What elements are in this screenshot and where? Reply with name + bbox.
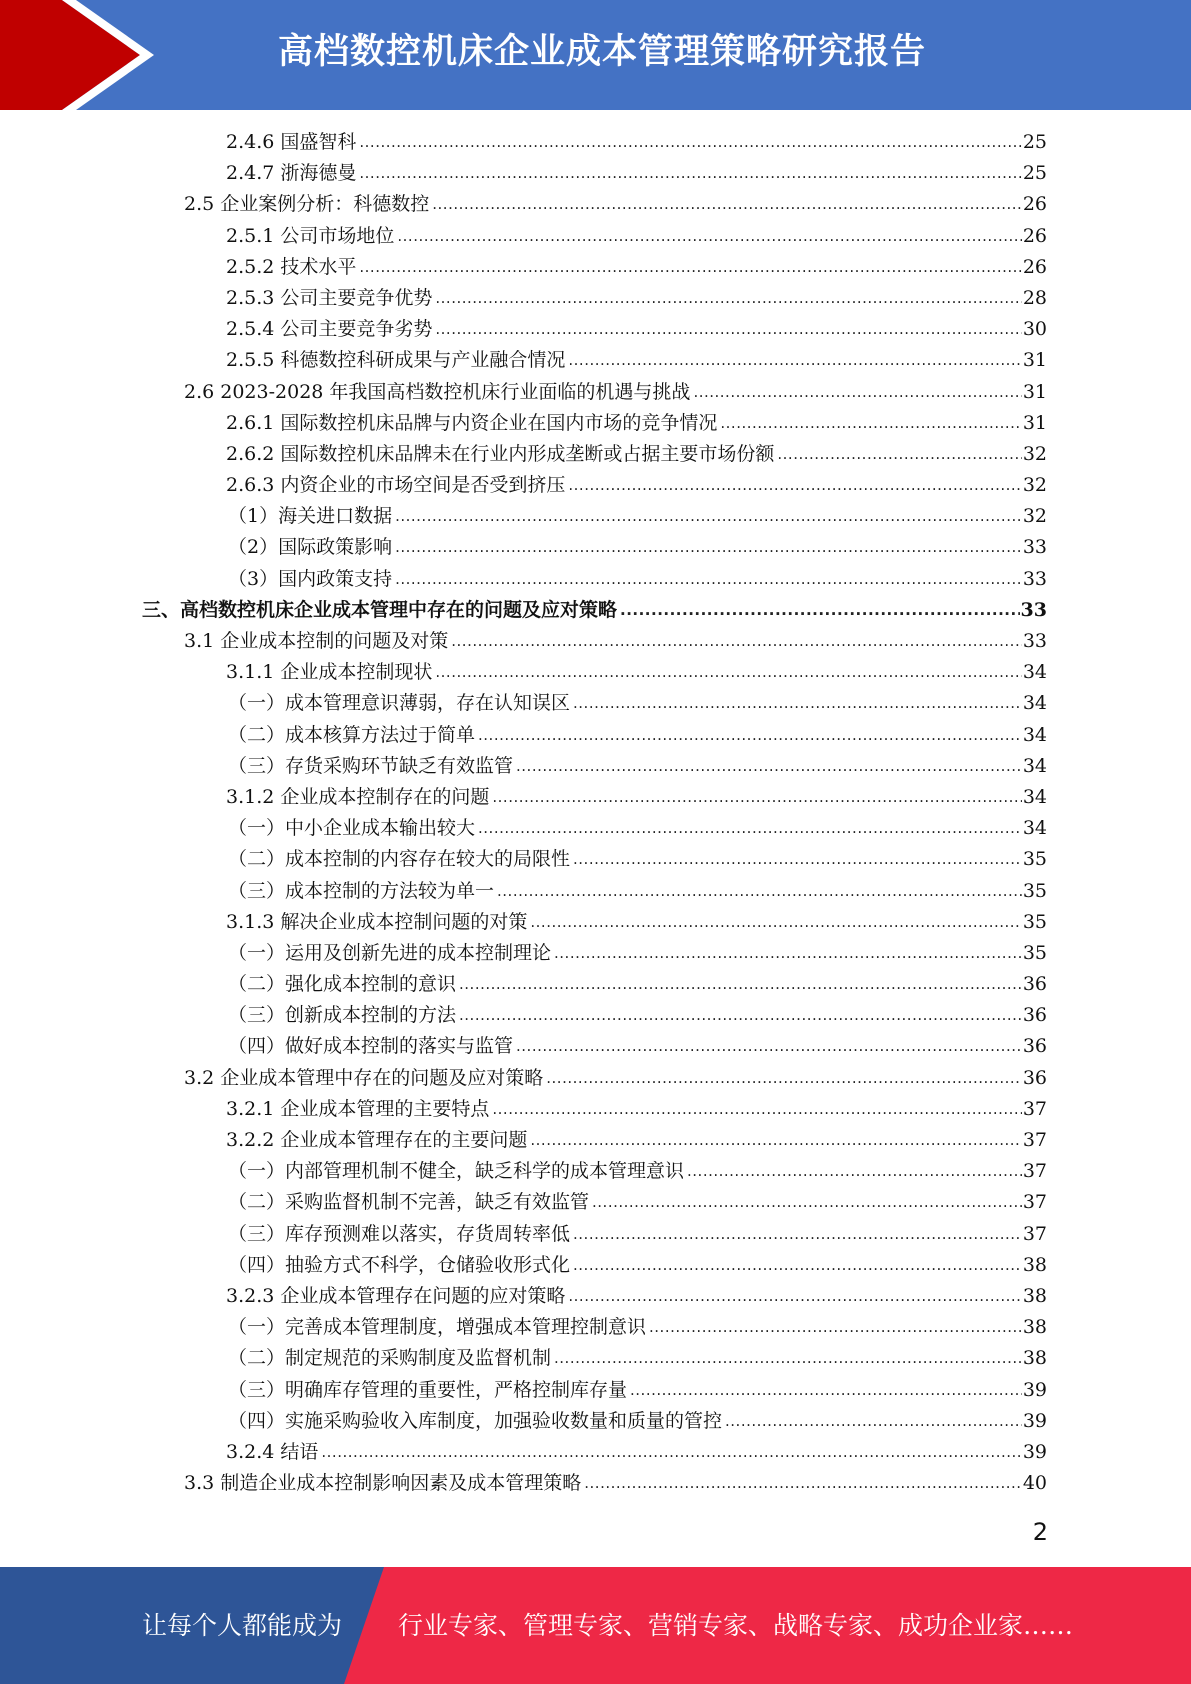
toc-dot-leader bbox=[649, 1312, 1022, 1343]
toc-entry-page: 26 bbox=[1022, 255, 1047, 278]
toc-entry[interactable] bbox=[0, 1312, 1191, 1343]
toc-dot-leader bbox=[568, 1281, 1021, 1312]
toc-dot-leader bbox=[687, 1156, 1022, 1187]
toc-entry-page: 35 bbox=[1022, 848, 1047, 871]
toc-entry[interactable] bbox=[0, 532, 1191, 563]
toc-entry-title: 三、高档数控机床企业成本管理中存在的问题及应对策略 bbox=[142, 598, 618, 621]
toc-entry[interactable] bbox=[0, 1156, 1191, 1187]
toc-entry-title: （3）国内政策支持 bbox=[228, 567, 393, 590]
toc-entry-title: （2）国际政策影响 bbox=[228, 536, 393, 559]
toc-entry-title: （三）明确库存管理的重要性，严格控制库存量 bbox=[228, 1378, 628, 1401]
toc-dot-leader bbox=[451, 626, 1022, 657]
toc-entry-title: 3.2.3 企业成本管理存在问题的应对策略 bbox=[226, 1284, 566, 1307]
toc-dot-leader bbox=[573, 844, 1022, 875]
toc-entry-title: 2.5.3 公司主要竞争优势 bbox=[226, 286, 433, 309]
page-footer bbox=[0, 1567, 1191, 1684]
toc-entry-page: 36 bbox=[1022, 1035, 1047, 1058]
toc-entry[interactable] bbox=[0, 1031, 1191, 1062]
page-header bbox=[0, 0, 1191, 110]
toc-dot-leader bbox=[435, 314, 1021, 345]
toc-entry[interactable] bbox=[0, 564, 1191, 595]
toc-dot-leader bbox=[584, 1468, 1022, 1499]
toc-entry-page: 39 bbox=[1022, 1409, 1047, 1432]
toc-entry[interactable] bbox=[0, 907, 1191, 938]
toc-entry-title: （一）内部管理机制不健全，缺乏科学的成本管理意识 bbox=[228, 1160, 685, 1183]
toc-entry-page: 26 bbox=[1022, 193, 1047, 216]
toc-dot-leader bbox=[397, 221, 1021, 252]
toc-entry-title: （一）中小企业成本输出较大 bbox=[228, 817, 476, 840]
toc-entry-page: 33 bbox=[1020, 598, 1047, 621]
toc-entry-title: （一）完善成本管理制度，增强成本管理控制意识 bbox=[228, 1316, 647, 1339]
toc-entry-title: （二）成本核算方法过于简单 bbox=[228, 723, 476, 746]
toc-entry[interactable] bbox=[0, 876, 1191, 907]
toc-dot-leader bbox=[321, 1437, 1021, 1468]
toc-entry[interactable] bbox=[0, 720, 1191, 751]
toc-dot-leader bbox=[573, 1250, 1022, 1281]
toc-entry-title: （二）强化成本控制的意识 bbox=[228, 973, 457, 996]
toc-entry-title: 2.5.4 公司主要竞争劣势 bbox=[226, 318, 433, 341]
toc-dot-leader bbox=[432, 189, 1022, 220]
toc-entry[interactable] bbox=[0, 1375, 1191, 1406]
toc-entry-title: （一）成本管理意识薄弱，存在认知误区 bbox=[228, 692, 571, 715]
toc-dot-leader bbox=[554, 938, 1022, 969]
toc-dot-leader bbox=[492, 1094, 1021, 1125]
toc-entry-page: 33 bbox=[1022, 567, 1047, 590]
toc-dot-leader bbox=[478, 720, 1022, 751]
table-of-contents bbox=[0, 127, 1191, 1499]
toc-dot-leader bbox=[359, 158, 1021, 189]
toc-entry[interactable] bbox=[0, 938, 1191, 969]
toc-entry-page: 26 bbox=[1022, 224, 1047, 247]
toc-entry-title: 2.6.3 内资企业的市场空间是否受到挤压 bbox=[226, 474, 566, 497]
toc-entry-title: 3.2.2 企业成本管理存在的主要问题 bbox=[226, 1129, 528, 1151]
toc-dot-leader bbox=[573, 1219, 1022, 1250]
toc-entry-page: 31 bbox=[1022, 349, 1047, 372]
toc-entry-page: 32 bbox=[1022, 505, 1047, 528]
toc-entry-title: 3.1.1 企业成本控制现状 bbox=[226, 661, 433, 684]
toc-dot-leader bbox=[592, 1187, 1022, 1218]
toc-entry-title: 3.2.1 企业成本管理的主要特点 bbox=[226, 1097, 490, 1120]
toc-entry-page: 31 bbox=[1022, 380, 1047, 403]
toc-entry-page: 36 bbox=[1022, 1004, 1047, 1027]
toc-entry-title: （四）实施采购验收入库制度，加强验收数量和质量的管控 bbox=[228, 1409, 723, 1432]
toc-entry-title: （二）采购监督机制不完善，缺乏有效监管 bbox=[228, 1191, 590, 1214]
toc-entry[interactable] bbox=[0, 470, 1191, 501]
toc-entry[interactable] bbox=[0, 439, 1191, 470]
toc-dot-leader bbox=[693, 377, 1021, 408]
footer-slogan-left: 让每个人都能成为 bbox=[142, 1611, 343, 1640]
toc-dot-leader bbox=[630, 1375, 1022, 1406]
toc-entry-page: 37 bbox=[1022, 1160, 1047, 1183]
toc-entry-page: 36 bbox=[1022, 973, 1047, 996]
toc-entry[interactable] bbox=[0, 751, 1191, 782]
toc-entry-page: 35 bbox=[1022, 910, 1047, 933]
toc-dot-leader bbox=[530, 1125, 1021, 1156]
toc-entry-title: （一）运用及创新先进的成本控制理论 bbox=[228, 941, 552, 964]
toc-entry-page: 35 bbox=[1022, 941, 1047, 964]
toc-entry-title: 2.6.1 国际数控机床品牌与内资企业在国内市场的竞争情况 bbox=[226, 411, 718, 434]
toc-entry[interactable] bbox=[0, 189, 1191, 220]
toc-dot-leader bbox=[435, 283, 1021, 314]
toc-dot-leader bbox=[395, 501, 1022, 532]
toc-entry-title: （四）抽验方式不科学，仓储验收形式化 bbox=[228, 1253, 571, 1276]
toc-entry-page: 34 bbox=[1022, 661, 1047, 684]
toc-entry-title: 3.3 制造企业成本控制影响因素及成本管理策略 bbox=[184, 1472, 582, 1495]
toc-entry-title: （三）存货采购环节缺乏有效监管 bbox=[228, 754, 514, 777]
toc-entry-page: 32 bbox=[1022, 474, 1047, 497]
toc-dot-leader bbox=[435, 657, 1021, 688]
toc-entry-title: （三）创新成本控制的方法 bbox=[228, 1004, 457, 1027]
header-arrow-decoration bbox=[0, 0, 160, 110]
report-title: 高档数控机床企业成本管理策略研究报告 bbox=[278, 32, 927, 72]
toc-entry-title: （四）做好成本控制的落实与监管 bbox=[228, 1035, 514, 1058]
toc-dot-leader bbox=[546, 1063, 1022, 1094]
toc-entry-title: 3.1 企业成本控制的问题及对策 bbox=[184, 630, 449, 652]
toc-entry-title: 3.2.4 结语 bbox=[226, 1440, 319, 1463]
toc-entry-title: 2.5.5 科德数控科研成果与产业融合情况 bbox=[226, 349, 566, 372]
toc-dot-leader bbox=[568, 345, 1021, 376]
toc-entry-title: （三）成本控制的方法较为单一 bbox=[228, 879, 495, 902]
toc-dot-leader bbox=[492, 782, 1021, 813]
toc-entry[interactable] bbox=[0, 1187, 1191, 1218]
toc-entry[interactable] bbox=[0, 1281, 1191, 1312]
page-number: 2 bbox=[1032, 1518, 1048, 1546]
toc-entry-title: （二）制定规范的采购制度及监督机制 bbox=[228, 1347, 552, 1370]
toc-entry[interactable] bbox=[0, 283, 1191, 314]
footer-slogan-right: 行业专家、管理专家、营销专家、战略专家、成功企业家…… bbox=[398, 1611, 1074, 1640]
toc-entry[interactable] bbox=[0, 377, 1191, 408]
toc-entry-page: 37 bbox=[1022, 1129, 1047, 1151]
toc-entry-page: 38 bbox=[1022, 1284, 1047, 1307]
toc-entry[interactable] bbox=[0, 782, 1191, 813]
toc-dot-leader bbox=[359, 127, 1021, 158]
toc-entry[interactable] bbox=[0, 1468, 1191, 1499]
toc-dot-leader bbox=[459, 969, 1022, 1000]
toc-entry-page: 32 bbox=[1022, 442, 1047, 465]
toc-entry-title: 2.6 2023-2028 年我国高档数控机床行业面临的机遇与挑战 bbox=[184, 380, 691, 403]
toc-entry[interactable] bbox=[0, 1343, 1191, 1374]
toc-entry[interactable] bbox=[0, 158, 1191, 189]
toc-dot-leader bbox=[720, 408, 1021, 439]
toc-entry-page: 39 bbox=[1022, 1440, 1047, 1463]
toc-entry-title: 2.5.1 公司市场地位 bbox=[226, 224, 395, 247]
toc-entry[interactable] bbox=[0, 501, 1191, 532]
toc-dot-leader bbox=[395, 564, 1022, 595]
toc-entry[interactable] bbox=[0, 252, 1191, 283]
toc-entry-page: 33 bbox=[1022, 630, 1047, 652]
toc-entry-page: 25 bbox=[1022, 162, 1047, 185]
toc-entry-page: 37 bbox=[1022, 1191, 1047, 1214]
toc-entry-page: 34 bbox=[1022, 723, 1047, 746]
toc-entry[interactable] bbox=[0, 1250, 1191, 1281]
toc-entry-title: 2.4.7 浙海德曼 bbox=[226, 162, 357, 185]
toc-entry[interactable] bbox=[0, 969, 1191, 1000]
toc-entry[interactable] bbox=[0, 408, 1191, 439]
toc-entry[interactable] bbox=[0, 1000, 1191, 1031]
toc-entry-title: 2.6.2 国际数控机床品牌未在行业内形成垄断或占据主要市场份额 bbox=[226, 442, 775, 465]
toc-entry-page: 34 bbox=[1022, 817, 1047, 840]
toc-entry-title: 2.5.2 技术水平 bbox=[226, 255, 357, 278]
toc-entry[interactable] bbox=[0, 314, 1191, 345]
toc-entry[interactable] bbox=[0, 1094, 1191, 1125]
toc-entry-page: 38 bbox=[1022, 1347, 1047, 1370]
toc-entry-title: （三）库存预测难以落实，存货周转率低 bbox=[228, 1222, 571, 1245]
toc-entry-page: 35 bbox=[1022, 879, 1047, 902]
toc-entry[interactable] bbox=[0, 595, 1191, 626]
toc-entry-page: 40 bbox=[1022, 1472, 1047, 1495]
toc-entry-page: 37 bbox=[1022, 1222, 1047, 1245]
toc-dot-leader bbox=[359, 252, 1021, 283]
toc-dot-leader bbox=[516, 1031, 1022, 1062]
toc-entry-page: 36 bbox=[1022, 1066, 1047, 1089]
toc-entry-title: （二）成本控制的内容存在较大的局限性 bbox=[228, 848, 571, 871]
toc-entry[interactable] bbox=[0, 1406, 1191, 1437]
toc-entry[interactable] bbox=[0, 221, 1191, 252]
toc-entry-page: 25 bbox=[1022, 131, 1047, 153]
toc-entry-page: 33 bbox=[1022, 536, 1047, 559]
toc-entry[interactable] bbox=[0, 127, 1191, 158]
toc-entry-page: 31 bbox=[1022, 411, 1047, 434]
toc-entry-page: 28 bbox=[1022, 286, 1047, 309]
toc-dot-leader bbox=[568, 470, 1021, 501]
toc-entry[interactable] bbox=[0, 626, 1191, 657]
toc-dot-leader bbox=[554, 1343, 1022, 1374]
toc-entry-page: 34 bbox=[1022, 785, 1047, 808]
toc-entry-title: 3.1.2 企业成本控制存在的问题 bbox=[226, 785, 490, 808]
toc-entry[interactable] bbox=[0, 1437, 1191, 1468]
toc-entry[interactable] bbox=[0, 1219, 1191, 1250]
toc-entry[interactable] bbox=[0, 1063, 1191, 1094]
toc-entry[interactable] bbox=[0, 345, 1191, 376]
toc-entry-page: 39 bbox=[1022, 1378, 1047, 1401]
toc-entry-title: 2.5 企业案例分析：科德数控 bbox=[184, 193, 430, 216]
toc-entry-title: 3.2 企业成本管理中存在的问题及应对策略 bbox=[184, 1066, 544, 1089]
toc-entry-page: 34 bbox=[1022, 754, 1047, 777]
toc-entry-title: 3.1.3 解决企业成本控制问题的对策 bbox=[226, 910, 528, 933]
toc-entry[interactable] bbox=[0, 657, 1191, 688]
toc-entry[interactable] bbox=[0, 813, 1191, 844]
toc-entry-title: （1）海关进口数据 bbox=[228, 505, 393, 528]
toc-dot-leader bbox=[725, 1406, 1022, 1437]
toc-entry[interactable] bbox=[0, 844, 1191, 875]
toc-dot-leader bbox=[459, 1000, 1022, 1031]
toc-dot-leader bbox=[573, 688, 1022, 719]
toc-entry[interactable] bbox=[0, 688, 1191, 719]
toc-dot-leader bbox=[478, 813, 1022, 844]
toc-entry-title: 2.4.6 国盛智科 bbox=[226, 131, 357, 153]
toc-entry-page: 38 bbox=[1022, 1253, 1047, 1276]
toc-entry-page: 37 bbox=[1022, 1097, 1047, 1120]
toc-entry[interactable] bbox=[0, 1125, 1191, 1156]
toc-entry-page: 30 bbox=[1022, 318, 1047, 341]
toc-dot-leader bbox=[777, 439, 1021, 470]
toc-dot-leader bbox=[497, 876, 1022, 907]
toc-entry-page: 34 bbox=[1022, 692, 1047, 715]
toc-dot-leader bbox=[516, 751, 1022, 782]
toc-dot-leader bbox=[395, 532, 1022, 563]
toc-entry-page: 38 bbox=[1022, 1316, 1047, 1339]
toc-dot-leader bbox=[620, 595, 1020, 626]
toc-dot-leader bbox=[530, 907, 1021, 938]
